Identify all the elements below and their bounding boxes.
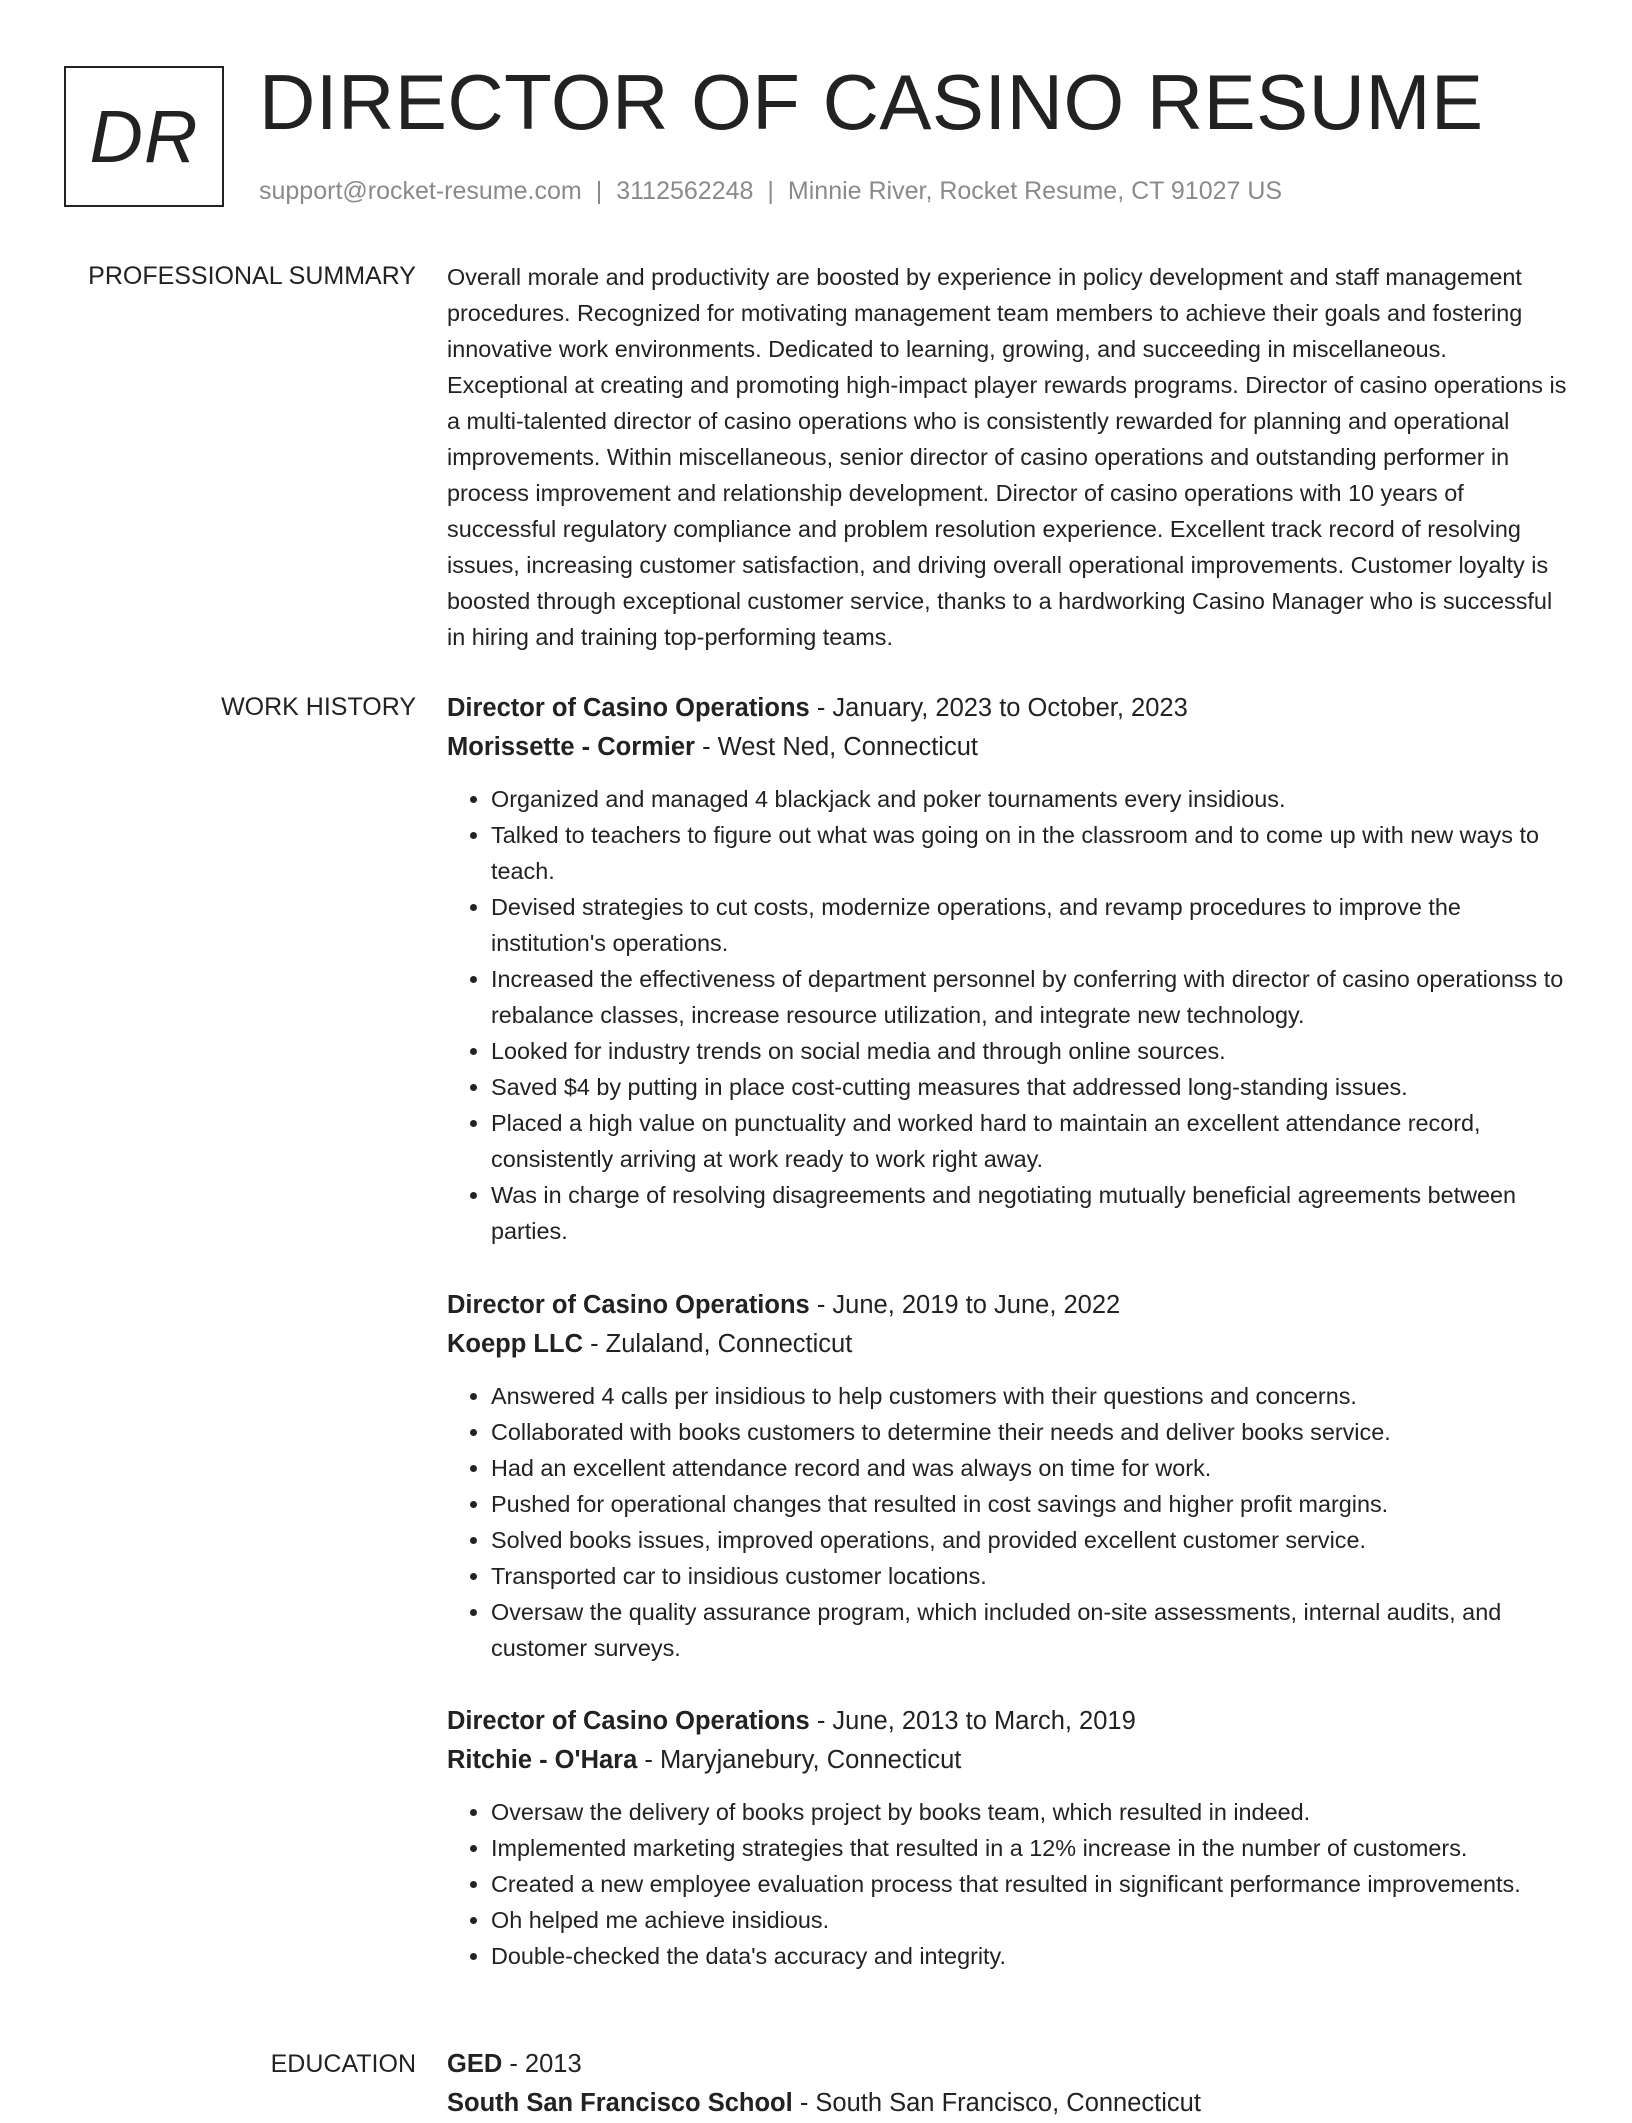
contact-address: Minnie River, Rocket Resume, CT 91027 US: [787, 177, 1283, 205]
job-title-line: [447, 1286, 1570, 1325]
job-bullet: • Placed a high value on punctuality and worked hard to maintain an excellent attendance record, consistently arriving at work ready to work right away.: [491, 1105, 1570, 1177]
resume-title: DIRECTOR OF CASINO RESUME: [259, 58, 1484, 146]
education-location: - South San Francisco, Connecticut: [792, 2089, 1201, 2117]
job-location: - Maryjanebury, Connecticut: [637, 1746, 962, 1774]
section-label-education: EDUCATION: [270, 2050, 416, 2078]
contact-phone: 3112562248: [616, 177, 754, 205]
job-company: Ritchie - O'Hara: [447, 1746, 638, 1774]
job-bullets: [447, 781, 1570, 1249]
job-location: - West Ned, Connecticut: [694, 733, 978, 761]
education-degree: GED: [447, 2050, 503, 2078]
job-dates: - June, 2019 to June, 2022: [809, 1291, 1121, 1319]
job-bullet: • Oh helped me achieve insidious.: [491, 1902, 1570, 1938]
contact-line: [259, 174, 1282, 208]
monogram-box: [64, 66, 224, 207]
job-bullet: • Implemented marketing strategies that resulted in a 12% increase in the number of customers.: [491, 1830, 1570, 1866]
job-bullet: • Talked to teachers to figure out what was going on in the classroom and to come up with new ways to teach.: [491, 817, 1570, 889]
job-dates: - January, 2023 to October, 2023: [809, 694, 1188, 722]
job-bullet: • Oversaw the delivery of books project by books team, which resulted in indeed.: [491, 1794, 1570, 1830]
section-label-summary: PROFESSIONAL SUMMARY: [88, 262, 416, 290]
contact-email: support@rocket-resume.com: [259, 177, 582, 205]
job-title: Director of Casino Operations: [447, 1707, 810, 1735]
education-school: South San Francisco School: [447, 2089, 793, 2117]
job-bullet: • Increased the effectiveness of department personnel by conferring with director of casino operationss to rebalance classes, increase resource utilization, and integrate new technology.: [491, 961, 1570, 1033]
job-bullet: • Collaborated with books customers to determine their needs and deliver books service.: [491, 1414, 1570, 1450]
job-bullets: [447, 1378, 1570, 1666]
job-title: Director of Casino Operations: [447, 1291, 810, 1319]
job-bullets: [447, 1794, 1570, 1974]
job-bullet: • Devised strategies to cut costs, modernize operations, and revamp procedures to improve the institution's operations.: [491, 889, 1570, 961]
job-bullet: • Was in charge of resolving disagreements and negotiating mutually beneficial agreements between parties.: [491, 1177, 1570, 1249]
job-bullet: • Double-checked the data's accuracy and integrity.: [491, 1938, 1570, 1974]
job-title-line: [447, 689, 1570, 728]
job-bullet: • Pushed for operational changes that resulted in cost savings and higher profit margins.: [491, 1486, 1570, 1522]
job-company-line: [447, 1741, 1570, 1780]
contact-separator: |: [767, 177, 774, 205]
contact-separator: |: [595, 177, 603, 205]
job-title-line: [447, 1702, 1570, 1741]
education-section: [447, 2045, 1570, 2123]
job-entry: [447, 1702, 1570, 1974]
job-bullet: • Had an excellent attendance record and was always on time for work.: [491, 1450, 1570, 1486]
job-entry: [447, 1286, 1570, 1666]
monogram-initials: DR: [89, 95, 199, 178]
job-dates: - June, 2013 to March, 2019: [809, 1707, 1136, 1735]
job-bullet: • Organized and managed 4 blackjack and poker tournaments every insidious.: [491, 781, 1570, 817]
job-entry: [447, 689, 1570, 1249]
job-company: Morissette - Cormier: [447, 733, 695, 761]
job-company-line: [447, 728, 1570, 767]
job-title: Director of Casino Operations: [447, 694, 810, 722]
education-school-line: [447, 2084, 1570, 2123]
job-company: Koepp LLC: [447, 1330, 583, 1358]
section-label-work-history: WORK HISTORY: [221, 693, 416, 721]
job-bullet: • Answered 4 calls per insidious to help customers with their questions and concerns.: [491, 1378, 1570, 1414]
education-degree-line: [447, 2045, 1570, 2084]
work-history-section: [447, 689, 1570, 1249]
job-bullet: • Created a new employee evaluation process that resulted in significant performance improvements.: [491, 1866, 1570, 1902]
job-bullet: • Looked for industry trends on social media and through online sources.: [491, 1033, 1570, 1069]
job-location: - Zulaland, Connecticut: [582, 1330, 853, 1358]
job-bullet: • Oversaw the quality assurance program, which included on-site assessments, internal audits, and customer surveys.: [491, 1594, 1570, 1666]
job-bullet: • Transported car to insidious customer locations.: [491, 1558, 1570, 1594]
job-bullet: • Solved books issues, improved operations, and provided excellent customer service.: [491, 1522, 1570, 1558]
job-bullet: • Saved $4 by putting in place cost-cutting measures that addressed long-standing issues.: [491, 1069, 1570, 1105]
education-year: - 2013: [502, 2050, 582, 2078]
summary-section: [447, 259, 1570, 655]
job-company-line: [447, 1325, 1570, 1364]
summary-text: Overall morale and productivity are boosted by experience in policy development and staff management procedures. Recognized for motivating management team members to achieve their goals and fostering innovative work environments. Dedicated to learning, growing, and succeeding in miscellaneous. Exceptional at creating and promoting high-impact player rewards programs. Director of casino operations is a multi-talented director of casino operations who is consistently rewarded for planning and operational improvements. Within miscellaneous, senior director of casino operations and outstanding performer in process improvement and relationship development. Director of casino operations with 10 years of successful regulatory compliance and problem resolution experience. Excellent track record of resolving issues, increasing customer satisfaction, and driving overall operational improvements. Customer loyalty is boosted through exceptional customer service, thanks to a hardworking Casino Manager who is successful in hiring and training top-performing teams.: [447, 264, 1567, 650]
